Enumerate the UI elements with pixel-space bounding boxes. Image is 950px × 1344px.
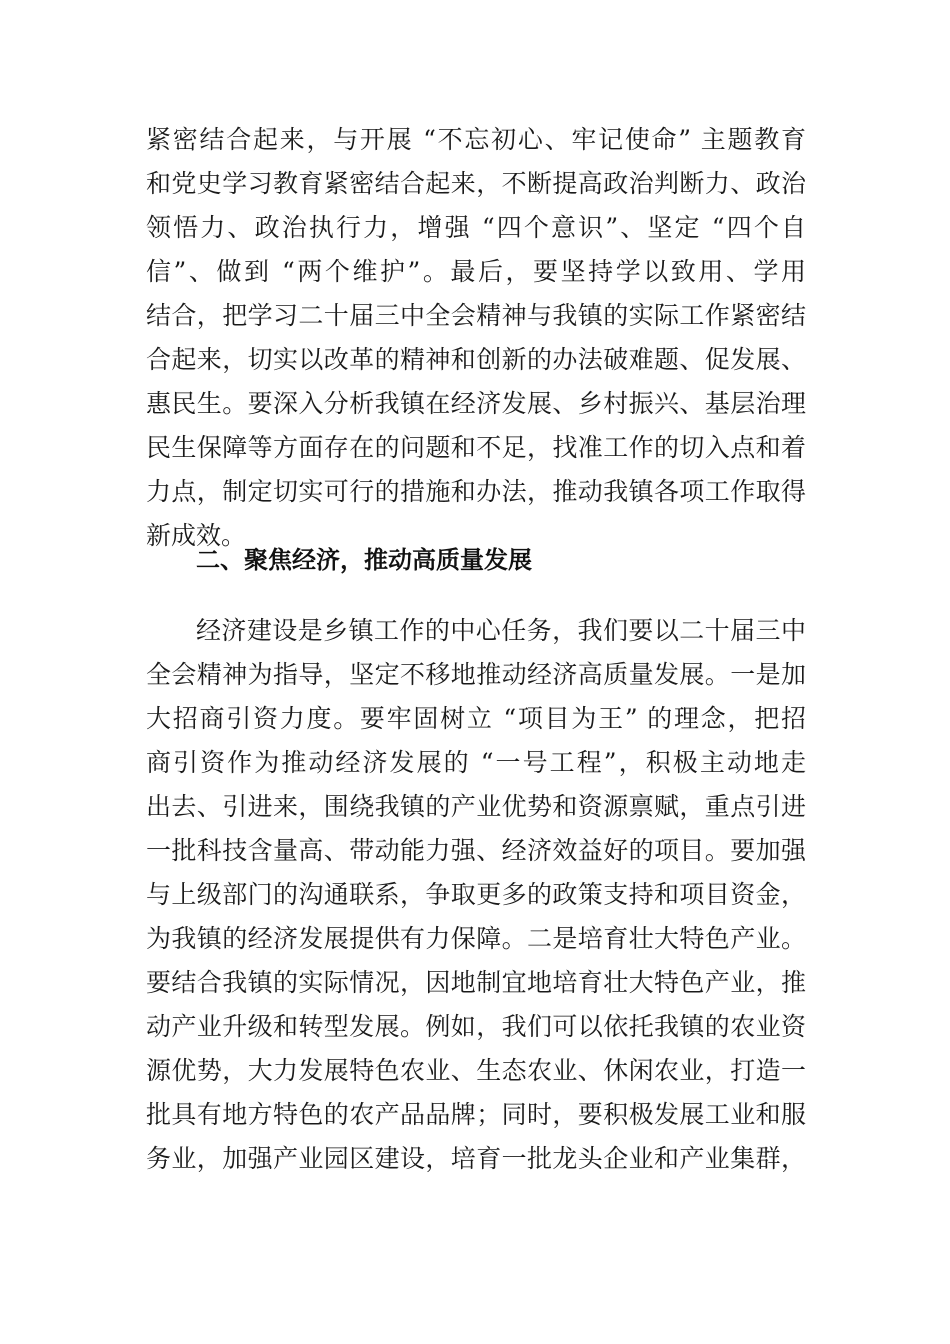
- paragraph2-line-9: 要结合我镇的实际情况，因地制宜地培育壮大特色产业，推: [146, 968, 806, 997]
- paragraph2-line-1: 经济建设是乡镇工作的中心任务，我们要以二十届三中: [196, 616, 806, 645]
- paragraph2-line-8: 为我镇的经济发展提供有力保障。二是培育壮大特色产业。: [146, 924, 806, 953]
- paragraph1-line-1: 紧密结合起来，与开展 “不忘初心、牢记使命” 主题教育: [146, 125, 806, 154]
- paragraph1-line-5: 结合，把学习二十届三中全会精神与我镇的实际工作紧密结: [146, 301, 806, 330]
- paragraph2-line-13: 务业，加强产业园区建设，培育一批龙头企业和产业集群，: [146, 1144, 806, 1173]
- paragraph1-line-3: 领悟力、政治执行力，增强 “四个意识”、坚定 “四个自: [146, 213, 806, 242]
- paragraph2-line-5: 出去、引进来，围绕我镇的产业优势和资源禀赋，重点引进: [146, 792, 806, 821]
- paragraph1-line-4: 信”、做到 “两个维护”。最后，要坚持学以致用、学用: [146, 257, 806, 286]
- paragraph1-line-7: 惠民生。要深入分析我镇在经济发展、乡村振兴、基层治理: [146, 389, 806, 418]
- paragraph2-line-3: 大招商引资力度。要牢固树立 “项目为王” 的理念，把招: [146, 704, 806, 733]
- section-heading: 二、聚焦经济，推动高质量发展: [196, 546, 532, 574]
- paragraph2-line-10: 动产业升级和转型发展。例如，我们可以依托我镇的农业资: [146, 1012, 806, 1041]
- paragraph1-line-2: 和党史学习教育紧密结合起来，不断提高政治判断力、政治: [146, 169, 806, 198]
- paragraph2-line-11: 源优势，大力发展特色农业、生态农业、休闲农业，打造一: [146, 1056, 806, 1085]
- paragraph2-line-7: 与上级部门的沟通联系，争取更多的政策支持和项目资金，: [146, 880, 806, 909]
- paragraph2-line-2: 全会精神为指导，坚定不移地推动经济高质量发展。一是加: [146, 660, 806, 689]
- paragraph2-line-12: 批具有地方特色的农产品品牌；同时，要积极发展工业和服: [146, 1100, 806, 1129]
- paragraph1-line-8: 民生保障等方面存在的问题和不足，找准工作的切入点和着: [146, 433, 806, 462]
- paragraph1-line-9: 力点，制定切实可行的措施和办法，推动我镇各项工作取得: [146, 477, 806, 506]
- paragraph1-line-6: 合起来，切实以改革的精神和创新的办法破难题、促发展、: [146, 345, 806, 374]
- paragraph2-line-6: 一批科技含量高、带动能力强、经济效益好的项目。要加强: [146, 836, 806, 865]
- paragraph2-line-4: 商引资作为推动经济发展的 “一号工程”，积极主动地走: [146, 748, 806, 777]
- paragraph1-line-10: 新成效。: [146, 521, 247, 550]
